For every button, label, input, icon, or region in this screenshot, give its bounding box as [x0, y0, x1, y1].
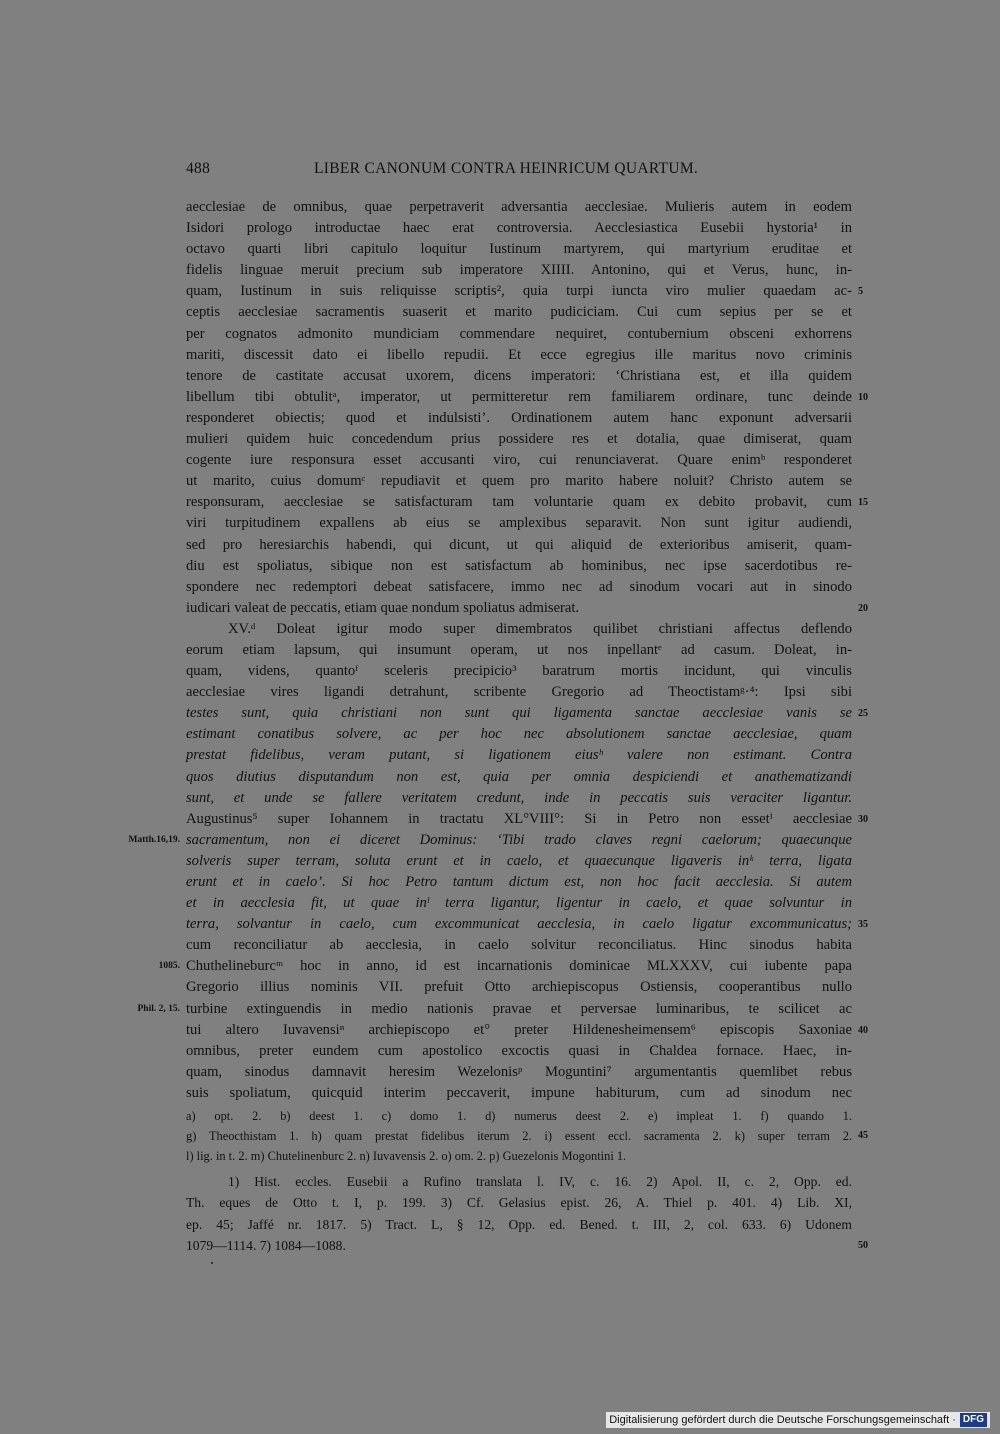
text-line-text: quam, Iustinum in suis reliquisse scriptis², quia turpi iuncta viro mulier quaedam ac-	[186, 283, 852, 300]
text-line-text: tenore de castitate accusat uxorem, dicens imperatori: ‘Christiana est, et illa quidem	[186, 367, 852, 384]
line-number: 15	[858, 497, 868, 509]
text-line-text: sed pro heresiarchis habendi, qui dicunt, ut qui aliquid de exterioribus amiserit, quam-	[186, 536, 852, 553]
text-line-text: mulieri quidem huic concedendum prius possidere res et dotalia, quae dimiserat, quam	[186, 431, 852, 448]
apparatus-line	[186, 1106, 852, 1126]
credit-text: Digitalisierung gefördert durch die Deutsche Forschungsgemeinschaft ·	[609, 1414, 956, 1426]
text-line-text: Isidori prologo introductae haec erat controversia. Aecclesiastica Eusebii hystoria¹ in	[186, 220, 852, 237]
text-line	[186, 324, 852, 345]
text-line	[186, 302, 852, 323]
text-line	[186, 535, 852, 556]
text-line-text: XV.ᵈ Doleat igitur modo super dimembratos quilibet christiani affectus deflendo	[228, 620, 852, 637]
text-line-text: spondere nec redemptori debeat satisfacere, immo nec ad sinodum vocari aut in sinodo	[186, 578, 852, 595]
text-line-text: fidelis linguae meruit precium sub imperatore XIIII. Antonino, qui et Verus, hunc, in-	[186, 262, 852, 279]
line-number: 20	[858, 602, 868, 614]
text-line-text: erunt et in caelo’. Si hoc Petro tantum dictum est, non hoc facit aecclesia. Si autem	[186, 874, 852, 890]
text-line-text: Augustinus⁵ super Iohannem in tractatu XL°VIII°: Si in Petro non essetⁱ aecclesiae	[186, 810, 852, 827]
text-line-text: testes sunt, quia christiani non sunt qui ligamenta sanctae aecclesiae vanis se	[186, 705, 852, 722]
text-line	[186, 1041, 852, 1062]
digitization-credit	[606, 1412, 990, 1428]
text-line	[186, 872, 852, 893]
text-line	[186, 661, 852, 682]
text-line-text: ut marito, cuius domumᶜ repudiavit et quem pro marito habere noluit? Christo autem se	[186, 473, 852, 490]
text-line-text: prestat fidelibus, veram putant, si ligationem eiusʰ valere non estimant. Contra	[186, 747, 852, 764]
running-title: LIBER CANONUM CONTRA HEINRICUM QUARTUM.	[314, 160, 699, 177]
reference-line-text: 1079—1114. 7) 1084—1088.	[186, 1237, 346, 1253]
margin-note: 1085.	[158, 961, 180, 972]
text-line	[186, 577, 852, 598]
text-line	[186, 556, 852, 577]
line-number: 50	[858, 1239, 868, 1251]
text-line	[186, 366, 852, 387]
reference-line-text: Th. eques de Otto t. I, p. 199. 3) Cf. Gelasius epist. 26, A. Thiel p. 401. 4) Lib. XI,	[186, 1195, 852, 1211]
text-line	[186, 977, 852, 998]
text-line	[186, 682, 852, 703]
text-line	[186, 724, 852, 745]
text-line	[186, 1062, 852, 1083]
text-line	[186, 387, 868, 408]
line-number: 10	[858, 391, 868, 403]
text-line	[186, 492, 868, 513]
text-line	[137, 999, 852, 1020]
line-number: 25	[858, 708, 868, 720]
text-line	[186, 345, 852, 366]
line-number: 40	[858, 1024, 868, 1036]
text-line	[186, 598, 868, 619]
text-line	[186, 914, 868, 935]
line-number: 30	[858, 813, 868, 825]
text-line	[186, 809, 868, 830]
text-line	[186, 703, 868, 724]
text-line-text: iudicari valeat de peccatis, etiam quae nondum spoliatus admiserat.	[186, 599, 580, 616]
line-number: 35	[858, 919, 868, 931]
text-line-text: mariti, discessit dato ei libello repudii. Et ecce egregius ille maritus novo criminis	[186, 346, 852, 363]
text-line-text: sacramentum, non ei diceret Dominus: ‘Tibi trado claves regni caelorum; quaecunque	[186, 831, 852, 848]
text-line-text: Chuthelineburcᵐ hoc in anno, id est incarnationis dominicae MLXXXV, cui iubente papa	[186, 958, 852, 975]
text-line-text: octavo quarti libri capitulo loquitur Iustinum martyrem, qui martyrium eruditae et	[186, 241, 852, 258]
text-line	[186, 640, 852, 661]
text-line	[186, 218, 852, 239]
text-line-text: diu est spoliatus, sibique non est satisfactum ab hominibus, nec ipse sacerdotibus re-	[186, 557, 852, 574]
margin-note: Matth.16,19.	[128, 834, 180, 845]
critical-apparatus	[186, 1106, 868, 1166]
text-line-text: responsuram, aecclesiae se satisfacturam tam voluntarie quam ex debito probavit, cum	[186, 494, 852, 511]
text-line-text: tui altero Iuvavensiⁿ archiepiscopo et° preter Hildenesheimensem⁶ episcopis Saxoniae	[186, 1021, 852, 1038]
line-number: 45	[858, 1130, 868, 1141]
apparatus-line	[186, 1126, 868, 1146]
text-line-text: solveris super terram, soluta erunt et in caelo, et quaecunque ligaveris inᵏ terra, ligata	[186, 852, 852, 869]
apparatus-line	[186, 1146, 852, 1166]
apparatus-line-text: a) opt. 2. b) deest 1. c) domo 1. d) numerus deest 2. e) impleat 1. f) quando 1.	[186, 1109, 852, 1123]
text-line	[186, 260, 852, 281]
text-line-text: Gregorio illius nominis VII. prefuit Otto archiepiscopus Ostiensis, cooperantibus nullo	[186, 979, 852, 996]
text-line-text: responderet obiectis; quod et indulsisti’. Ordinationem autem hanc exponunt adversarii	[186, 409, 852, 426]
text-line-text: eorum etiam lapsum, qui insumunt operam, ut nos inpellantᵉ ad casum. Doleat, in-	[186, 641, 852, 658]
text-line	[186, 935, 852, 956]
text-line	[186, 239, 852, 260]
text-line	[186, 429, 852, 450]
reference-line	[186, 1171, 852, 1192]
source-references	[186, 1171, 868, 1256]
dfg-logo-icon: DFG	[960, 1413, 987, 1427]
text-line	[186, 1083, 852, 1104]
text-line-text: cum reconciliatur ab aecclesia, in caelo solvitur reconciliatus. Hinc sinodus habita	[186, 937, 852, 954]
text-line-text: quam, sinodus damnavit heresim Wezelonisᵖ Moguntini⁷ argumentantis quemlibet rebus	[186, 1063, 852, 1080]
text-line-text: terra, solvantur in caelo, cum excommunicat aecclesia, in caelo ligatur excommunicatus;	[186, 916, 852, 933]
ink-speck	[211, 1262, 213, 1264]
text-line-text: quam, videns, quantoᶠ sceleris precipicio³ baratrum mortis incidunt, qui vinculis	[186, 663, 852, 680]
text-line	[186, 745, 852, 766]
text-line-text: quos diutius disputandum non est, quia per omnia despiciendi et anathematizandi	[186, 768, 852, 785]
text-line	[186, 893, 852, 914]
text-line	[186, 619, 852, 640]
text-line	[186, 767, 852, 788]
text-line-text: omnibus, preter eundem cum apostolico excoctis quasi in Chaldea fornace. Haec, in-	[186, 1042, 852, 1059]
reference-line-text: ep. 45; Jaffé nr. 1817. 5) Tract. L, § 12, Opp. ed. Bened. t. III, 2, col. 633. 6) Udonem	[186, 1216, 852, 1232]
main-text	[128, 197, 868, 1104]
text-line-text: cogente iure responsura esset accusanti viro, cui renunciaverat. Quare enimᵇ responderet	[186, 452, 852, 469]
reference-line	[186, 1214, 852, 1235]
text-line	[158, 956, 852, 977]
text-line	[186, 788, 852, 809]
line-number: 5	[858, 286, 863, 298]
text-line	[186, 1020, 868, 1041]
text-line	[186, 450, 852, 471]
apparatus-line-text: g) Theocthistam 1. h) quam prestat fidelibus iterum 2. i) essent eccl. sacramenta 2. k) super terram 2.	[186, 1129, 852, 1143]
text-line-text: viri turpitudinem expallens ab eius se amplexibus separavit. Non sunt igitur audiendi,	[186, 515, 852, 532]
text-line-text: per cognatos admonito mundiciam commendare nequiret, contubernium obsceni exhorrens	[186, 325, 852, 342]
text-line	[186, 281, 863, 302]
margin-note: Phil. 2, 15.	[137, 1003, 180, 1014]
reference-line	[186, 1192, 852, 1213]
apparatus-line-text: l) lig. in t. 2. m) Chutelinenburc 2. n) Iuvavensis 2. o) om. 2. p) Guezelonis Mogontini 1.	[186, 1149, 627, 1163]
text-line	[186, 513, 852, 534]
text-line	[186, 197, 852, 218]
text-line-text: aecclesiae vires ligandi detrahunt, scribente Gregorio ad Theoctistamᵍ·⁴: Ipsi sibi	[186, 684, 852, 701]
text-line-text: ceptis aecclesiae sacramentis suaserit et marito pudiciciam. Cui cum sepius per se et	[186, 304, 852, 321]
text-line-text: suis spoliatum, quicquid interim peccaverit, impune habiturum, cum ad sinodum nec	[186, 1084, 852, 1101]
text-line-text: turbine extinguendis in medio nationis pravae et perversae luminaribus, te scilicet ac	[186, 1000, 852, 1017]
page-number: 488	[186, 160, 211, 177]
text-line	[128, 830, 852, 851]
text-line	[186, 471, 852, 492]
text-line-text: estimant conatibus solvere, ac per hoc nec absolutionem sanctae aecclesiae, quam	[186, 726, 852, 743]
text-line-text: et in aecclesia fit, ut quae inˡ terra ligantur, ligentur in caelo, et quae solvuntur in	[186, 895, 852, 912]
text-line-text: sunt, et unde se fallere veritatem credunt, inde in peccatis suis veraciter ligantur.	[186, 789, 852, 806]
text-line-text: libellum tibi obtulitᵃ, imperator, ut permitteretur rem familiarem ordinare, tunc deinde	[186, 388, 852, 405]
reference-line	[186, 1235, 868, 1256]
text-line-text: aecclesiae de omnibus, quae perpetraverit adversantia aecclesiae. Mulieris autem in eodem	[186, 199, 852, 215]
reference-line-text: 1) Hist. eccles. Eusebii a Rufino translata l. IV, c. 16. 2) Apol. II, c. 2, Opp. ed.	[228, 1174, 852, 1189]
text-line	[186, 851, 852, 872]
text-line	[186, 408, 852, 429]
